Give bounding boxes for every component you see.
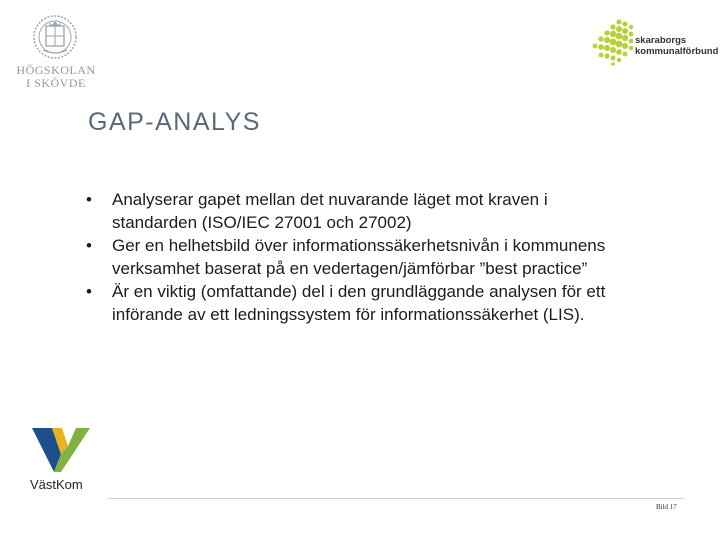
bullet-text: Är en viktig (omfattande) del i den grundläggande analysen för ett införande av ett ledningssystem för informationssäkerhet (LIS).: [112, 282, 606, 324]
logo-dot: [616, 41, 623, 48]
hogskolan-name: [14, 64, 98, 90]
slide-title: GAP-ANALYS: [88, 108, 261, 136]
skaraborgs-line2: kommunalförbund: [635, 46, 719, 57]
vastkom-logo: [28, 426, 94, 494]
logo-dot: [623, 52, 628, 57]
logo-dot: [629, 32, 634, 37]
logo-dot: [598, 36, 603, 41]
bullet-dot: •: [86, 190, 92, 209]
logo-dot: [617, 58, 621, 62]
logo-dot: [622, 43, 628, 49]
logo-dot: [610, 39, 617, 46]
logo-dot: [629, 39, 634, 44]
hogskolan-line1: HÖGSKOLAN: [16, 63, 96, 77]
university-seal-icon: [32, 14, 78, 60]
logo-dot: [611, 56, 616, 61]
logo-dot: [604, 45, 610, 51]
vastkom-v-icon: [32, 426, 90, 474]
logo-dot: [616, 49, 622, 55]
skaraborgs-wordmark: [635, 35, 718, 57]
hogskolan-logo: [14, 14, 98, 94]
logo-dot: [622, 35, 628, 41]
bullet-text: Analyserar gapet mellan det nuvarande läget mot kraven i standarden (ISO/IEC 27001 och 27002): [112, 190, 548, 232]
logo-dot: [604, 37, 610, 43]
dot-cluster-icon: [592, 18, 634, 66]
slide-number: Bild 17: [656, 503, 677, 511]
logo-dot: [610, 31, 616, 37]
logo-dot: [611, 62, 615, 66]
bullet-item: [86, 280, 632, 326]
bullet-text: Ger en helhetsbild över informationssäkerhetsnivån i kommunens verksamhet baserat på en vedertagen/jämförbar ”best practice”: [112, 236, 606, 278]
logo-dot: [616, 19, 621, 24]
logo-dot: [616, 26, 622, 32]
logo-dot: [599, 53, 604, 58]
logo-dot: [629, 46, 633, 50]
bullet-dot: •: [86, 236, 92, 255]
logo-dot: [629, 25, 633, 29]
logo-dot: [604, 30, 609, 35]
logo-dot: [622, 28, 628, 34]
skaraborgs-logo: [592, 18, 719, 66]
logo-dot: [610, 24, 615, 29]
bullet-item: [86, 188, 632, 234]
logo-dot: [604, 53, 609, 58]
hogskolan-line2: I SKÖVDE: [26, 76, 86, 90]
bullet-list: [86, 188, 632, 326]
logo-dot: [598, 44, 604, 50]
logo-dot: [610, 47, 616, 53]
footer-divider: [108, 498, 684, 499]
vastkom-name: VästKom: [30, 477, 83, 492]
bullet-item: [86, 234, 632, 280]
logo-dot: [622, 21, 627, 26]
bullet-dot: •: [86, 282, 92, 301]
logo-dot: [616, 33, 623, 40]
skaraborgs-line1: skaraborgs: [635, 35, 687, 46]
logo-dot: [593, 44, 598, 49]
